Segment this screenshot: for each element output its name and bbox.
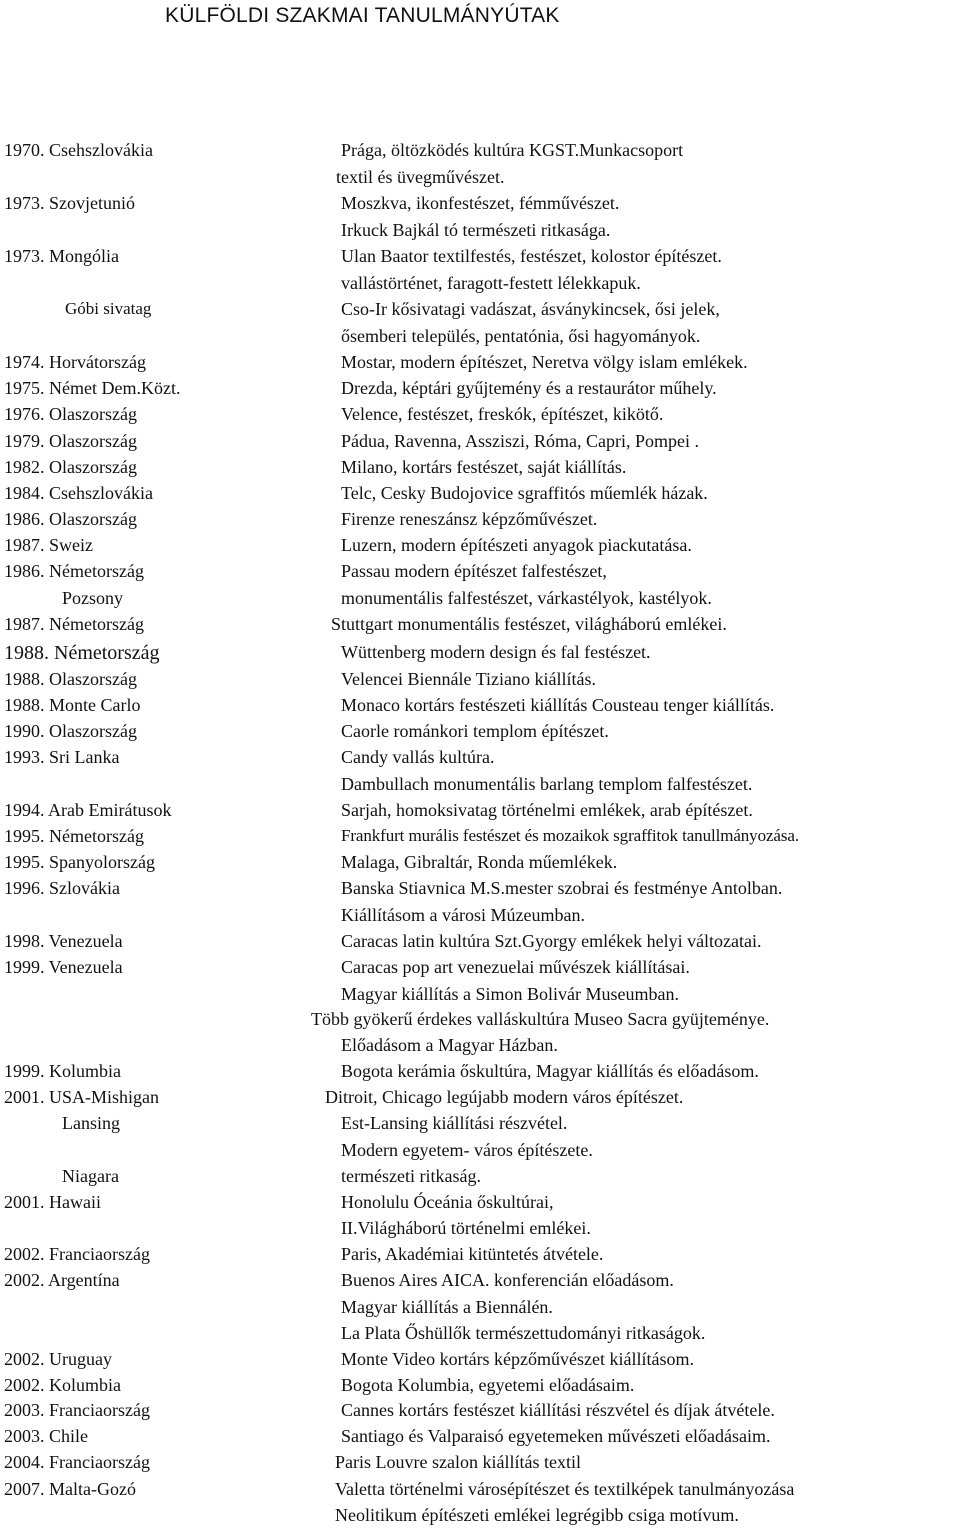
destination-description: Luzern, modern építészeti anyagok piackutatása. — [341, 535, 692, 555]
destination-description: Caorle románkori templom építészet. — [341, 721, 609, 741]
year-country: Lansing — [62, 1113, 120, 1133]
list-item — [0, 826, 960, 852]
destination-description: Paris, Akadémiai kitüntetés átvétele. — [341, 1244, 604, 1264]
list-item — [0, 695, 960, 721]
destination-description: Telc, Cesky Budojovice sgraffitós műemlék házak. — [341, 483, 708, 503]
list-item — [0, 1192, 960, 1218]
destination-description: Irkuck Bajkál tó természeti ritkasága. — [341, 220, 611, 240]
destination-description: Wüttenberg modern design és fal festészet. — [341, 642, 651, 662]
destination-description: Monaco kortárs festészeti kiállítás Cousteau tenger kiállítás. — [341, 695, 775, 715]
destination-description: természeti ritkaság. — [341, 1166, 481, 1186]
destination-description: Buenos Aires AICA. konferencián előadásom. — [341, 1270, 674, 1290]
list-item — [0, 1375, 960, 1401]
page-title: KÜLFÖLDI SZAKMAI TANULMÁNYÚTAK — [165, 4, 560, 27]
list-item — [0, 140, 960, 166]
year-country: 2002. Franciaország — [4, 1244, 150, 1264]
destination-description: La Plata Őshüllők természettudományi ritkaságok. — [341, 1323, 706, 1343]
list-item — [0, 931, 960, 957]
destination-description: Pádua, Ravenna, Assziszi, Róma, Capri, Pompei . — [341, 431, 699, 451]
list-item — [0, 642, 960, 668]
list-item — [0, 1323, 960, 1349]
destination-description: Több gyökerű érdekes valláskultúra Museo Sacra gyüjteménye. — [311, 1009, 770, 1029]
year-country: Pozsony — [62, 588, 124, 608]
year-country: 1975. Német Dem.Közt. — [4, 378, 181, 398]
list-item — [0, 352, 960, 378]
year-country: 1979. Olaszország — [4, 431, 137, 451]
destination-description: Dambullach monumentális barlang templom falfestészet. — [341, 774, 753, 794]
destination-description: Valetta történelmi városépítészet és textilképek tanulmányozása — [335, 1479, 795, 1499]
destination-description: Prága, öltözködés kultúra KGST.Munkacsoport — [341, 140, 684, 160]
destination-description: Velence, festészet, freskók, építészet, kikötő. — [341, 404, 664, 424]
destination-description: Modern egyetem- város építészete. — [341, 1140, 593, 1160]
destination-description: Malaga, Gibraltár, Ronda műemlékek. — [341, 852, 618, 872]
list-item — [0, 167, 960, 193]
year-country: 2002. Argentína — [4, 1270, 120, 1290]
year-country: 1995. Spanyolország — [4, 852, 155, 872]
destination-description: Paris Louvre szalon kiállítás textil — [335, 1452, 581, 1472]
year-country: 1996. Szlovákia — [4, 878, 120, 898]
destination-description: Magyar kiállítás a Biennálén. — [341, 1297, 553, 1317]
list-item — [0, 800, 960, 826]
list-item — [0, 483, 960, 509]
destination-description: Banska Stiavnica M.S.mester szobrai és festménye Antolban. — [341, 878, 783, 898]
year-country: 1973. Mongólia — [4, 246, 119, 266]
list-item — [0, 404, 960, 430]
list-item — [0, 588, 960, 614]
list-item — [0, 1349, 960, 1375]
year-country: 2003. Chile — [4, 1426, 88, 1446]
list-item — [0, 957, 960, 983]
year-country: Niagara — [62, 1166, 119, 1186]
year-country: 1986. Németország — [4, 561, 144, 581]
destination-description: Stuttgart monumentális festészet, világháború emlékei. — [331, 614, 727, 634]
destination-description: Előadásom a Magyar Házban. — [341, 1035, 558, 1055]
list-item — [0, 1400, 960, 1426]
year-country: 1973. Szovjetunió — [4, 193, 135, 213]
list-item — [0, 1244, 960, 1270]
list-item — [0, 273, 960, 299]
list-item — [0, 1218, 960, 1244]
destination-description: monumentális falfestészet, várkastélyok, kastélyok. — [341, 588, 712, 608]
destination-description: Frankfurt murális festészet és mozaikok sgraffitok tanullmányozása. — [341, 826, 799, 845]
destination-description: Milano, kortárs festészet, saját kiállítás. — [341, 457, 627, 477]
year-country: 1988. Olaszország — [4, 669, 137, 689]
destination-description: Firenze reneszánsz képzőművészet. — [341, 509, 598, 529]
destination-description: Cannes kortárs festészet kiállítási részvétel és díjak átvétele. — [341, 1400, 775, 1420]
destination-description: Ulan Baator textilfestés, festészet, kolostor építészet. — [341, 246, 722, 266]
destination-description: Kiállításom a városi Múzeumban. — [341, 905, 585, 925]
destination-description: vallástörténet, faragott-festett lélekkapuk. — [341, 273, 641, 293]
year-country: 1987. Németország — [4, 614, 144, 634]
year-country: 1990. Olaszország — [4, 721, 137, 741]
list-item — [0, 1009, 960, 1035]
list-item — [0, 1113, 960, 1139]
list-item — [0, 431, 960, 457]
destination-description: Magyar kiállítás a Simon Bolivár Museumban. — [341, 984, 679, 1004]
list-item — [0, 509, 960, 535]
year-country: 1987. Sweiz — [4, 535, 93, 555]
destination-description: Sarjah, homoksivatag történelmi emlékek, arab építészet. — [341, 800, 753, 820]
list-item — [0, 1061, 960, 1087]
year-country: 1986. Olaszország — [4, 509, 137, 529]
list-item — [0, 246, 960, 272]
list-item — [0, 1035, 960, 1061]
list-item — [0, 1087, 960, 1113]
list-item — [0, 1166, 960, 1192]
year-country: 2004. Franciaország — [4, 1452, 150, 1472]
destination-description: Moszkva, ikonfestészet, fémművészet. — [341, 193, 620, 213]
year-country: 2002. Kolumbia — [4, 1375, 121, 1395]
destination-description: Honolulu Óceánia őskultúrai, — [341, 1192, 554, 1212]
destination-description: Velencei Biennále Tiziano kiállítás. — [341, 669, 596, 689]
list-item — [0, 721, 960, 747]
year-country: 2001. Hawaii — [4, 1192, 101, 1212]
list-item — [0, 774, 960, 800]
year-country: 1999. Venezuela — [4, 957, 123, 977]
list-item — [0, 1297, 960, 1323]
destination-description: ősemberi település, pentatónia, ősi hagyományok. — [341, 326, 701, 346]
year-country: 1984. Csehszlovákia — [4, 483, 153, 503]
list-item — [0, 1479, 960, 1505]
year-country: 1970. Csehszlovákia — [4, 140, 153, 160]
destination-description: Drezda, képtári gyűjtemény és a restaurátor műhely. — [341, 378, 717, 398]
list-item — [0, 535, 960, 561]
list-item — [0, 299, 960, 325]
year-country: 1995. Németország — [4, 826, 144, 846]
destination-description: II.Világháború történelmi emlékei. — [341, 1218, 591, 1238]
year-country: 2001. USA-Mishigan — [4, 1087, 160, 1107]
list-item — [0, 669, 960, 695]
list-item — [0, 747, 960, 773]
destination-description: Cso-Ir kősivatagi vadászat, ásványkincsek, ősi jelek, — [341, 299, 720, 319]
destination-description: Mostar, modern építészet, Neretva völgy islam emlékek. — [341, 352, 748, 372]
list-item — [0, 193, 960, 219]
year-country: Góbi sivatag — [65, 299, 152, 318]
destination-description: Ditroit, Chicago legújabb modern város építészet. — [325, 1087, 684, 1107]
year-country: 2007. Malta-Gozó — [4, 1479, 136, 1499]
year-country: 2003. Franciaország — [4, 1400, 150, 1420]
year-country: 1993. Sri Lanka — [4, 747, 120, 767]
list-item — [0, 561, 960, 587]
year-country: 1988. Németország — [4, 642, 160, 664]
list-item — [0, 878, 960, 904]
year-country: 1988. Monte Carlo — [4, 695, 141, 715]
list-item — [0, 457, 960, 483]
destination-description: Santiago és Valparaisó egyetemeken művészeti előadásaim. — [341, 1426, 771, 1446]
destination-description: Caracas pop art venezuelai művészek kiállításai. — [341, 957, 690, 977]
list-item — [0, 326, 960, 352]
destination-description: Caracas latin kultúra Szt.Gyorgy emlékek helyi változatai. — [341, 931, 762, 951]
year-country: 1998. Venezuela — [4, 931, 123, 951]
destination-description: Bogota kerámia őskultúra, Magyar kiállítás és előadásom. — [341, 1061, 759, 1081]
destination-description: Bogota Kolumbia, egyetemi előadásaim. — [341, 1375, 635, 1395]
destination-description: Candy vallás kultúra. — [341, 747, 495, 767]
year-country: 1999. Kolumbia — [4, 1061, 121, 1081]
list-item — [0, 905, 960, 931]
year-country: 1974. Horvátország — [4, 352, 146, 372]
destination-description: Neolitikum építészeti emlékei legrégibb csiga motívum. — [335, 1505, 739, 1525]
year-country: 1994. Arab Emirátusok — [4, 800, 172, 820]
list-item — [0, 1270, 960, 1296]
list-item — [0, 1505, 960, 1531]
list-item — [0, 1426, 960, 1452]
list-item — [0, 1140, 960, 1166]
year-country: 1976. Olaszország — [4, 404, 137, 424]
list-item — [0, 852, 960, 878]
destination-description: Monte Video kortárs képzőművészet kiállításom. — [341, 1349, 695, 1369]
destination-description: Passau modern építészet falfestészet, — [341, 561, 607, 581]
destination-description: textil és üvegművészet. — [336, 167, 505, 187]
list-item — [0, 378, 960, 404]
list-item — [0, 220, 960, 246]
year-country: 2002. Uruguay — [4, 1349, 112, 1369]
destination-description: Est-Lansing kiállítási részvétel. — [341, 1113, 568, 1133]
year-country: 1982. Olaszország — [4, 457, 137, 477]
list-item — [0, 614, 960, 640]
list-item — [0, 1452, 960, 1478]
list-item — [0, 984, 960, 1010]
